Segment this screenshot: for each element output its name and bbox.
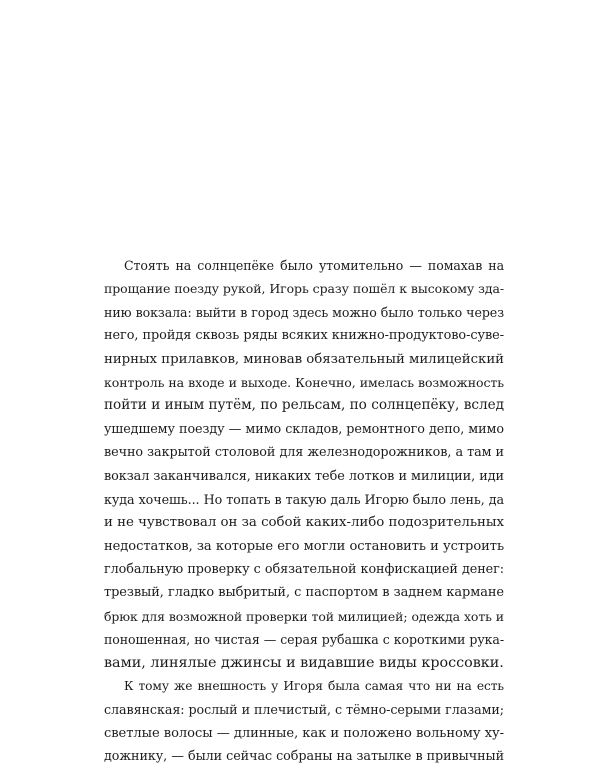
- text-line: вами, линялые джинсы и видавшие виды кроссовки.: [104, 654, 504, 671]
- text-line: Стоять на солнцепёке было утомительно — помахав на: [124, 258, 504, 273]
- text-line: пойти и иным путём, по рельсам, по солнцепёку, вслед: [104, 397, 504, 414]
- text-line: недостатков, за которые его могли остановить и устроить: [104, 538, 504, 554]
- text-line: контроль на входе и выходе. Конечно, имелась возможность: [104, 374, 504, 390]
- text-line: поношенная, но чистая — серая рубашка с короткими рука-: [104, 632, 504, 648]
- text-line: него, пройдя сквозь ряды всяких книжно-продуктово-суве-: [104, 328, 504, 344]
- text-line: и не чувствовал он за собой каких-либо подозрительных: [104, 515, 504, 531]
- text-line: трезвый, гладко выбритый, с паспортом в заднем кармане: [104, 585, 504, 601]
- text-line: вечно закрытой столовой для железнодорожников, а там и: [104, 445, 504, 461]
- text-line: нию вокзала: выйти в город здесь можно было только через: [104, 304, 504, 320]
- body-text: [104, 254, 504, 769]
- text-line: К тому же внешность у Игоря была самая что ни на есть: [124, 679, 504, 694]
- paragraph-2: [104, 675, 504, 769]
- text-line: вокзал заканчивался, никаких тебе лотков и милиции, иди: [104, 468, 504, 484]
- text-line: брюк для возможной проверки той милицией; одежда хоть и: [104, 608, 504, 624]
- text-line: прощание поезду рукой, Игорь сразу пошёл к высокому зда-: [104, 281, 504, 297]
- text-line: нирных прилавков, миновав обязательный милицейский: [104, 351, 504, 367]
- text-line: дожнику, — были сейчас собраны на затылке в привычный: [104, 749, 504, 765]
- text-line: славянская: рослый и плечистый, с тёмно-серыми глазами;: [104, 702, 504, 718]
- text-line: светлые волосы — длинные, как и положено вольному ху-: [104, 725, 504, 741]
- text-line: глобальную проверку с обязательной конфискацией денег:: [104, 562, 504, 578]
- text-line: куда хочешь... Но топать в такую даль Игорю было лень, да: [104, 491, 504, 507]
- text-line: ушедшему поезду — мимо складов, ремонтного депо, мимо: [104, 421, 504, 437]
- paragraph-1: [104, 254, 504, 675]
